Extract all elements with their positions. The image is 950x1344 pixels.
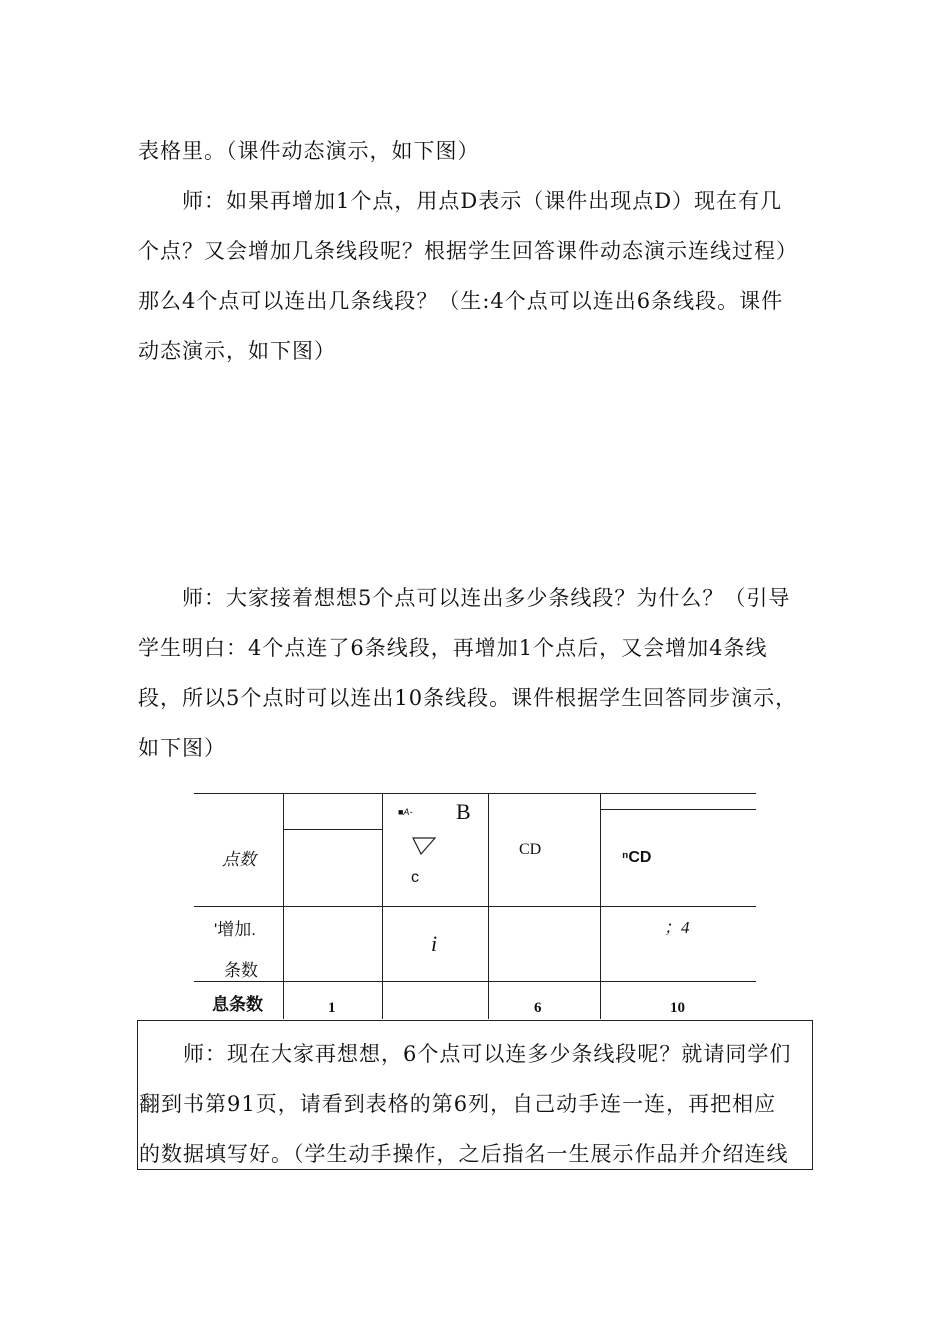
paragraph-1 [138, 126, 810, 176]
table-rule-row1 [194, 906, 756, 907]
text-line: 动态演示，如下图） [138, 339, 336, 363]
text-line: 表格里。（课件动态演示，如下图） [138, 139, 480, 163]
boxed-paragraph [137, 1020, 813, 1170]
row-label-total: 息条数 [212, 995, 263, 1014]
table-rule-sub-left [284, 829, 382, 830]
table-rule-row2 [194, 981, 756, 982]
total-cell-col4: 10 [670, 1000, 685, 1016]
triangle-icon [412, 837, 436, 855]
paragraph-2 [138, 176, 810, 376]
row-label-added-1: '增加. [214, 920, 256, 939]
text-line: 师：如果再增加1个点，用点D表示（课件出现点D）现在有几 [182, 189, 783, 213]
text-line: 的数据填写好。（学生动手操作，之后指名一生展示作品并介绍连线 [139, 1142, 789, 1166]
points-segments-table [194, 793, 756, 1019]
paragraph-3 [138, 573, 810, 773]
table-col-divider [283, 793, 284, 1019]
text-line: 翻到书第91页，请看到表格的第6列，自己动手连一连，再把相应 [139, 1092, 777, 1116]
table-col-divider [488, 793, 489, 1019]
table-rule-sub-right [600, 809, 756, 810]
point-label-ncd: ⁿCD [622, 849, 652, 866]
paragraph-4 [139, 1029, 811, 1179]
total-cell-col1: 1 [328, 1000, 336, 1016]
table-col-divider [382, 793, 383, 1019]
point-label-b: B [456, 799, 471, 824]
point-label-c: c [411, 869, 419, 886]
point-label-cd: CD [519, 841, 542, 858]
text-line: 学生明白：4个点连了6条线段，再增加1个点后，又会增加4条线 [138, 636, 768, 660]
text-line: 那么4个点可以连出几条线段？（生:4个点可以连出6条线段。课件 [138, 289, 784, 313]
table-rule-top [194, 793, 756, 794]
table-col-divider [600, 793, 601, 1019]
row-label-points: 点数 [222, 850, 256, 869]
text-line: 师：现在大家再想想，6个点可以连多少条线段呢？就请同学们 [183, 1042, 792, 1066]
row-label-added-2: 条数 [224, 961, 258, 980]
text-line: 如下图） [138, 736, 226, 760]
added-cell-col4: ；4 [664, 918, 690, 937]
point-label-a: ■A- [398, 807, 413, 817]
text-line: 师：大家接着想想5个点可以连出多少条线段？为什么？（引导 [182, 586, 791, 610]
text-line: 段，所以5个点时可以连出10条线段。课件根据学生回答同步演示， [138, 686, 798, 710]
text-line: 个点？又会增加几条线段呢？根据学生回答课件动态演示连线过程） [138, 239, 798, 263]
total-cell-col3: 6 [534, 1000, 542, 1016]
added-cell-col2: i [431, 931, 438, 956]
